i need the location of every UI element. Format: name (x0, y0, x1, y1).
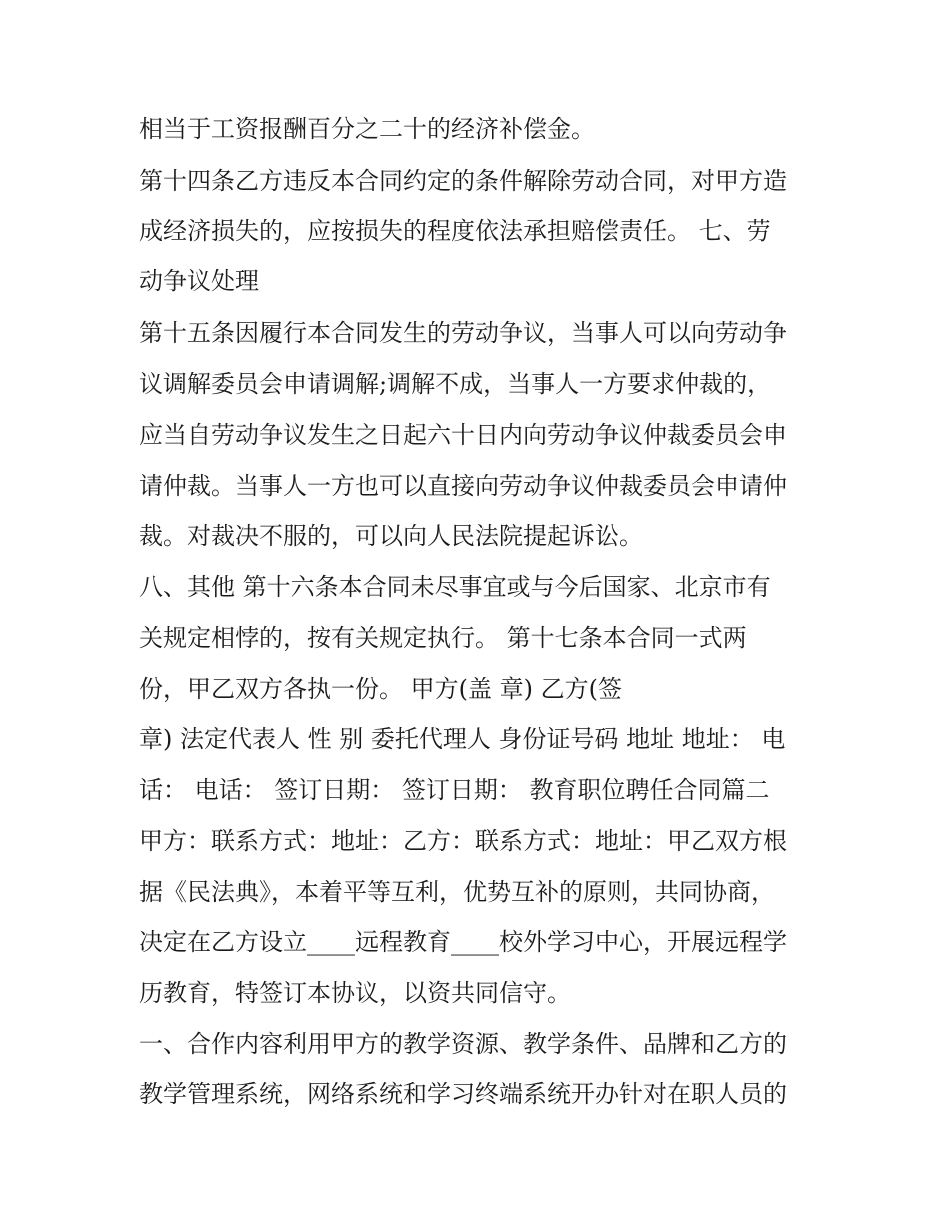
text-line-16: 据《民法典》，本着平等互利，优势互补的原则，共同协商， (139, 878, 775, 906)
text-line-17: 决定在乙方设立____远程教育____校外学习中心，开展远程学 (139, 928, 787, 956)
text-line-15: 甲方：联系方式：地址：乙方：联系方式：地址：甲乙双方根 (139, 827, 787, 855)
text-line-4: 动争议处理 (139, 267, 259, 295)
text-line-14: 话： 电话： 签订日期： 签订日期： 教育职位聘任合同篇二 (139, 776, 770, 804)
text-line-8: 请仲裁。当事人一方也可以直接向劳动争议仲裁委员会申请仲 (139, 472, 787, 500)
text-line-10: 八、其他 第十六条本合同未尽事宜或与今后国家、北京市有 (139, 573, 771, 601)
text-line-12: 份，甲乙双方各执一份。 甲方(盖 章) 乙方(签 (139, 675, 622, 703)
text-line-3: 成经济损失的，应按损失的程度依法承担赔偿责任。 七、劳 (139, 217, 771, 245)
text-line-5: 第十五条因履行本合同发生的劳动争议，当事人可以向劳动争 (139, 319, 787, 347)
text-line-7: 应当自劳动争议发生之日起六十日内向劳动争议仲裁委员会申 (139, 421, 787, 449)
text-line-2: 第十四条乙方违反本合同约定的条件解除劳动合同，对甲方造 (139, 167, 787, 195)
text-line-20: 教学管理系统，网络系统和学习终端系统开办针对在职人员的 (139, 1080, 787, 1108)
text-line-6: 议调解委员会申请调解;调解不成，当事人一方要求仲裁的， (139, 370, 772, 398)
text-line-13: 章) 法定代表人 性 别 委托代理人 身份证号码 地址 地址： 电 (139, 725, 786, 753)
text-line-18: 历教育，特签订本协议，以资共同信守。 (139, 979, 571, 1007)
text-line-19: 一、合作内容利用甲方的教学资源、教学条件、品牌和乙方的 (139, 1030, 787, 1058)
text-line-11: 关规定相悖的，按有关规定执行。 第十七条本合同一式两 (139, 624, 747, 652)
text-line-9: 裁。对裁决不服的，可以向人民法院提起诉讼。 (139, 522, 643, 550)
text-line-1: 相当于工资报酬百分之二十的经济补偿金。 (139, 115, 595, 143)
